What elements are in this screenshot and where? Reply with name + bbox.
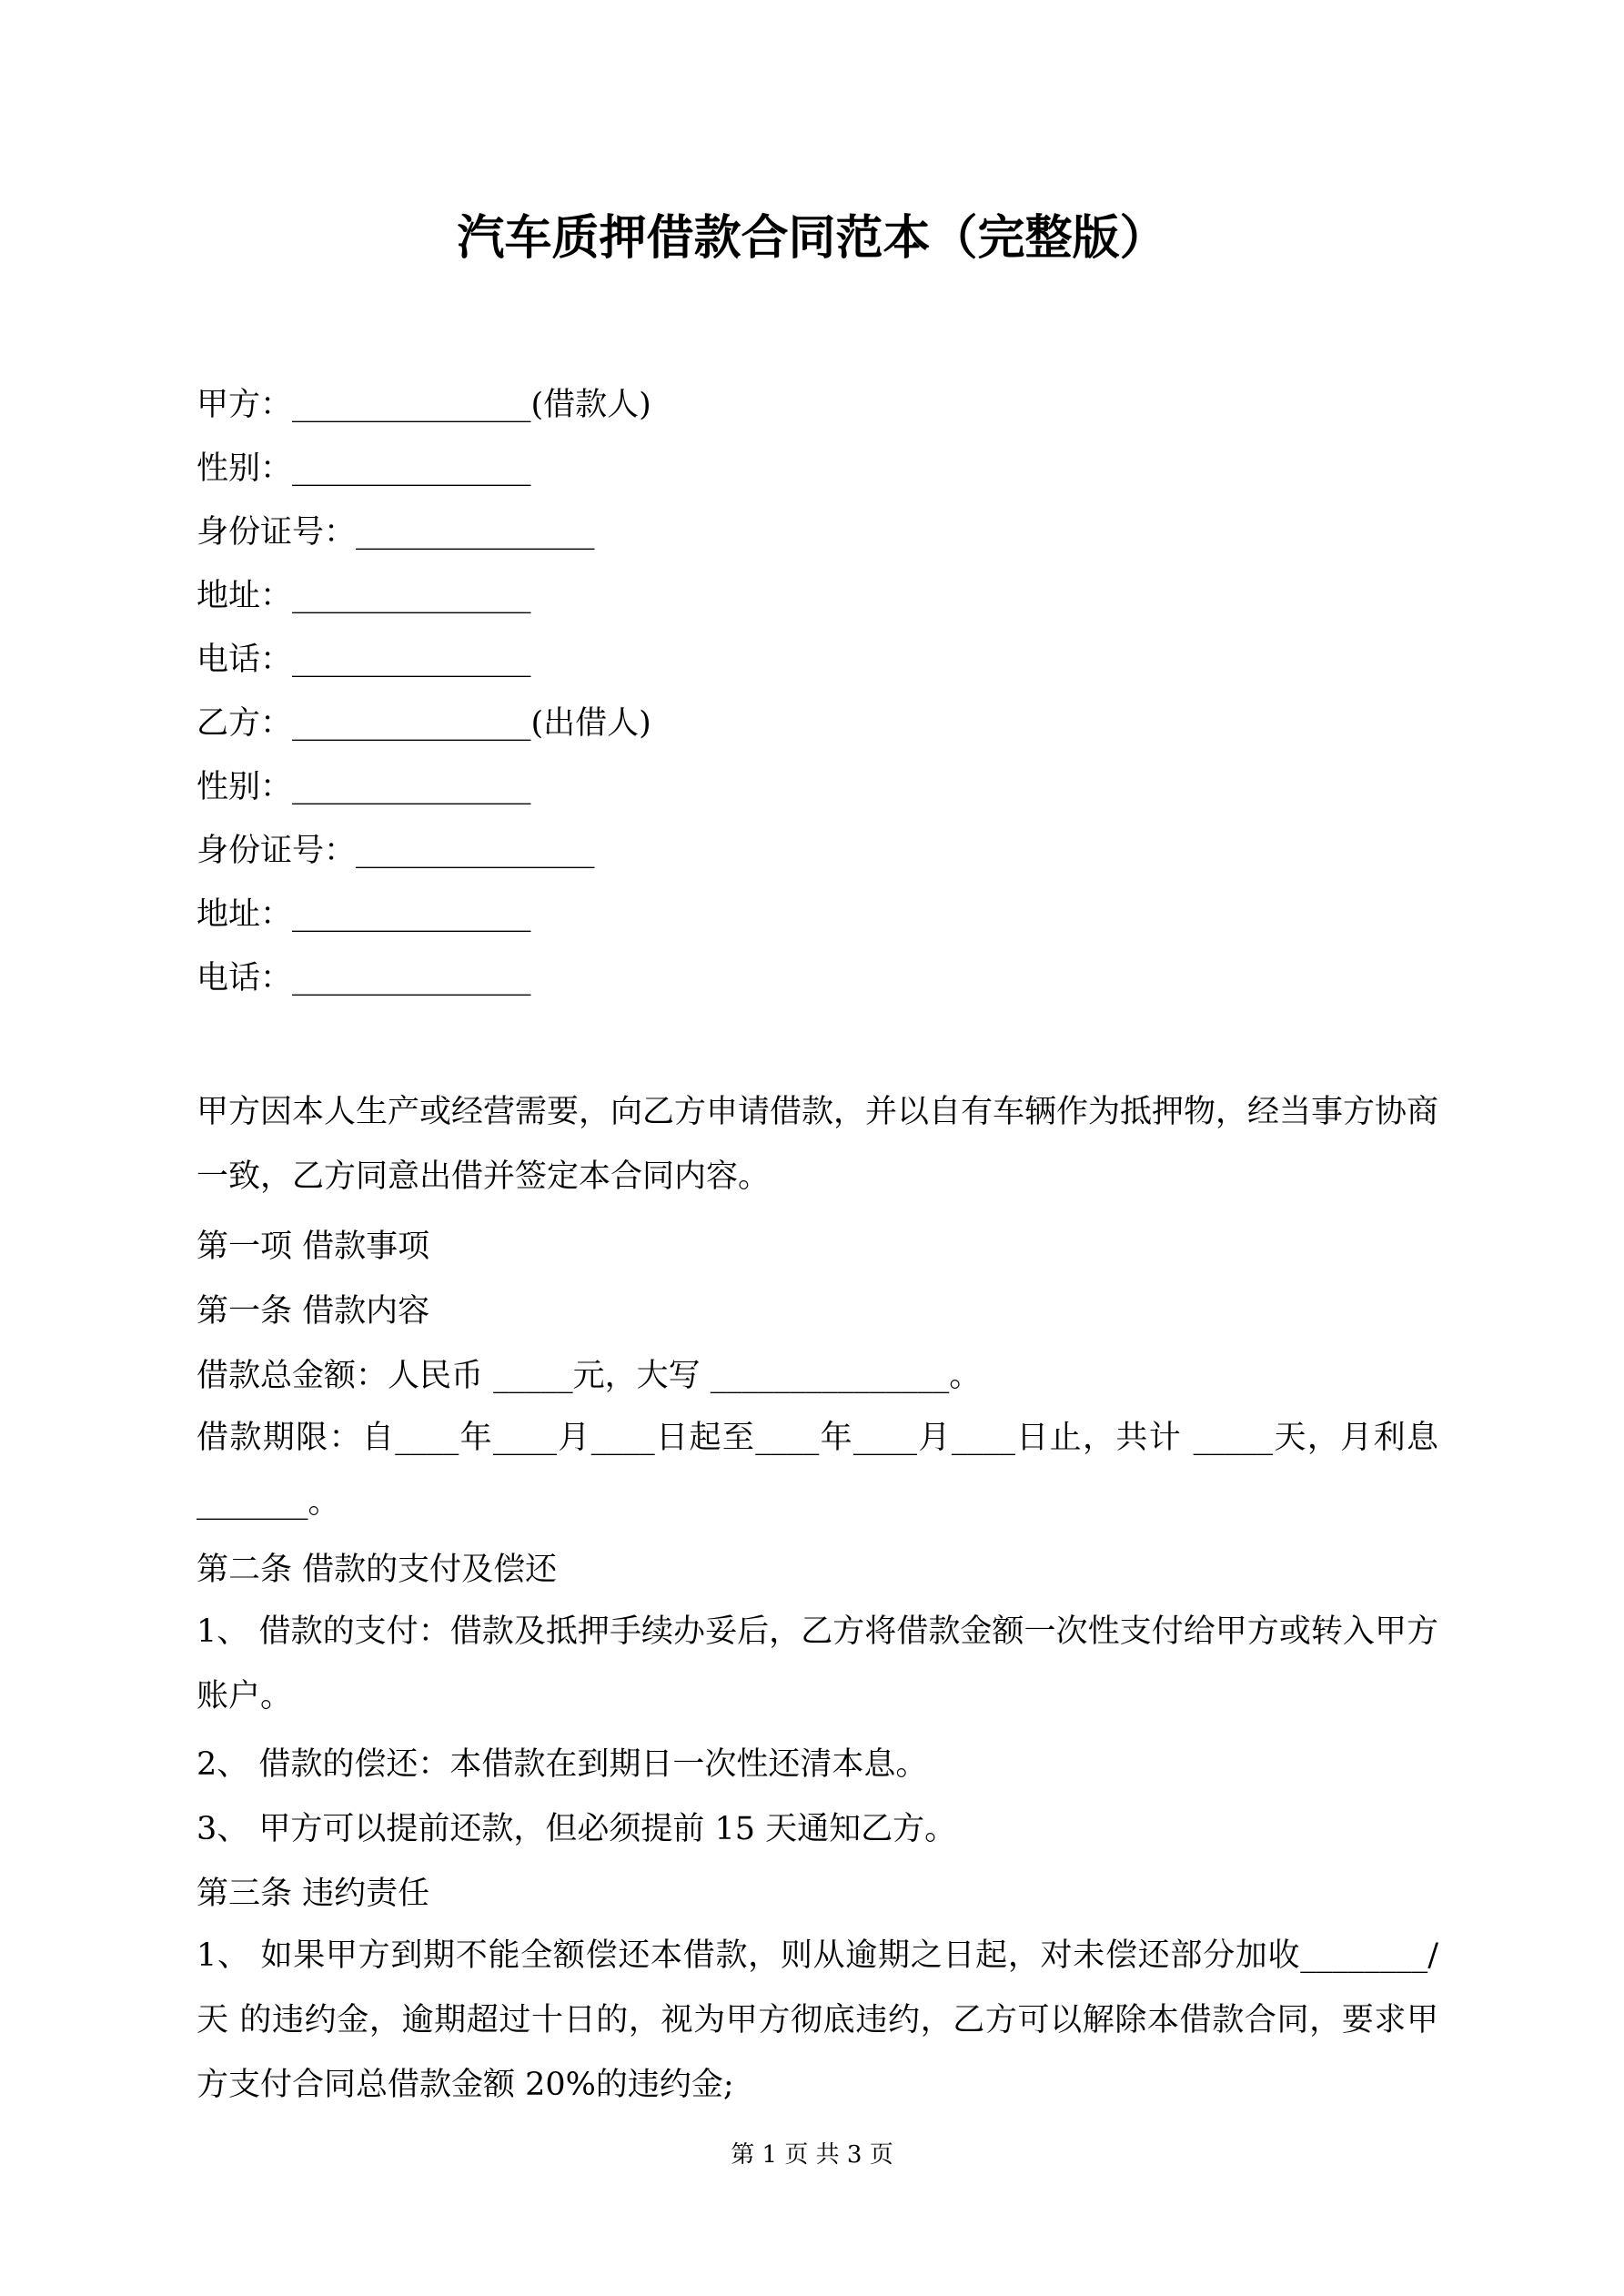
party-a-address-line: 地址：_______________ (197, 578, 531, 614)
article-3-heading: 第三条 违约责任 (197, 1876, 430, 1912)
party-b-address-line: 地址：_______________ (197, 896, 531, 933)
article-3-item-1: 1、 如果甲方到期不能全额偿还本借款，则从逾期之日起，对未偿还部分加收________/天 的违约金，逾期超过十日的，视为甲方彻底违约，乙方可以解除本借款合同，要求甲方支付合同总借款金额 20%的违约金; (197, 1937, 1438, 2103)
intro-paragraph: 甲方因本人生产或经营需要，向乙方申请借款，并以自有车辆作为抵押物，经当事方协商一致，乙方同意出借并签定本合同内容。 (197, 1094, 1439, 1195)
party-b-gender-line: 性别：_______________ (197, 769, 531, 805)
party-a-phone-line: 电话：_______________ (197, 642, 531, 678)
page-footer: 第 1 页 共 3 页 (731, 2141, 893, 2169)
article-1-heading: 第一条 借款内容 (197, 1293, 430, 1330)
document-title: 汽车质押借款合同范本（完整版） (457, 210, 1167, 266)
article-2-heading: 第二条 借款的支付及偿还 (197, 1552, 558, 1588)
loan-term-paragraph: 借款期限：自____年____月____日起至____年____月____日止，共计 _____天，月利息_______。 (197, 1420, 1438, 1521)
article-2-item-1: 1、 借款的支付：借款及抵押手续办妥后，乙方将借款金额一次性支付给甲方或转入甲方账户。 (197, 1613, 1438, 1714)
party-a-id-line: 身份证号：_______________ (197, 514, 595, 551)
article-2-item-2: 2、 借款的偿还：本借款在到期日一次性还清本息。 (197, 1746, 928, 1783)
party-b-phone-line: 电话：_______________ (197, 960, 531, 996)
party-a-gender-line: 性别：_______________ (197, 450, 531, 487)
article-2-item-3: 3、 甲方可以提前还款，但必须提前 15 天通知乙方。 (197, 1811, 957, 1847)
section-1-heading: 第一项 借款事项 (197, 1229, 430, 1265)
party-b-id-line: 身份证号：_______________ (197, 833, 595, 869)
loan-amount-line: 借款总金额：人民币 _____元，大写 _______________。 (197, 1358, 982, 1394)
party-a-name-line: 甲方：_______________(借款人) (197, 387, 651, 423)
party-b-name-line: 乙方：_______________(出借人) (197, 705, 651, 742)
